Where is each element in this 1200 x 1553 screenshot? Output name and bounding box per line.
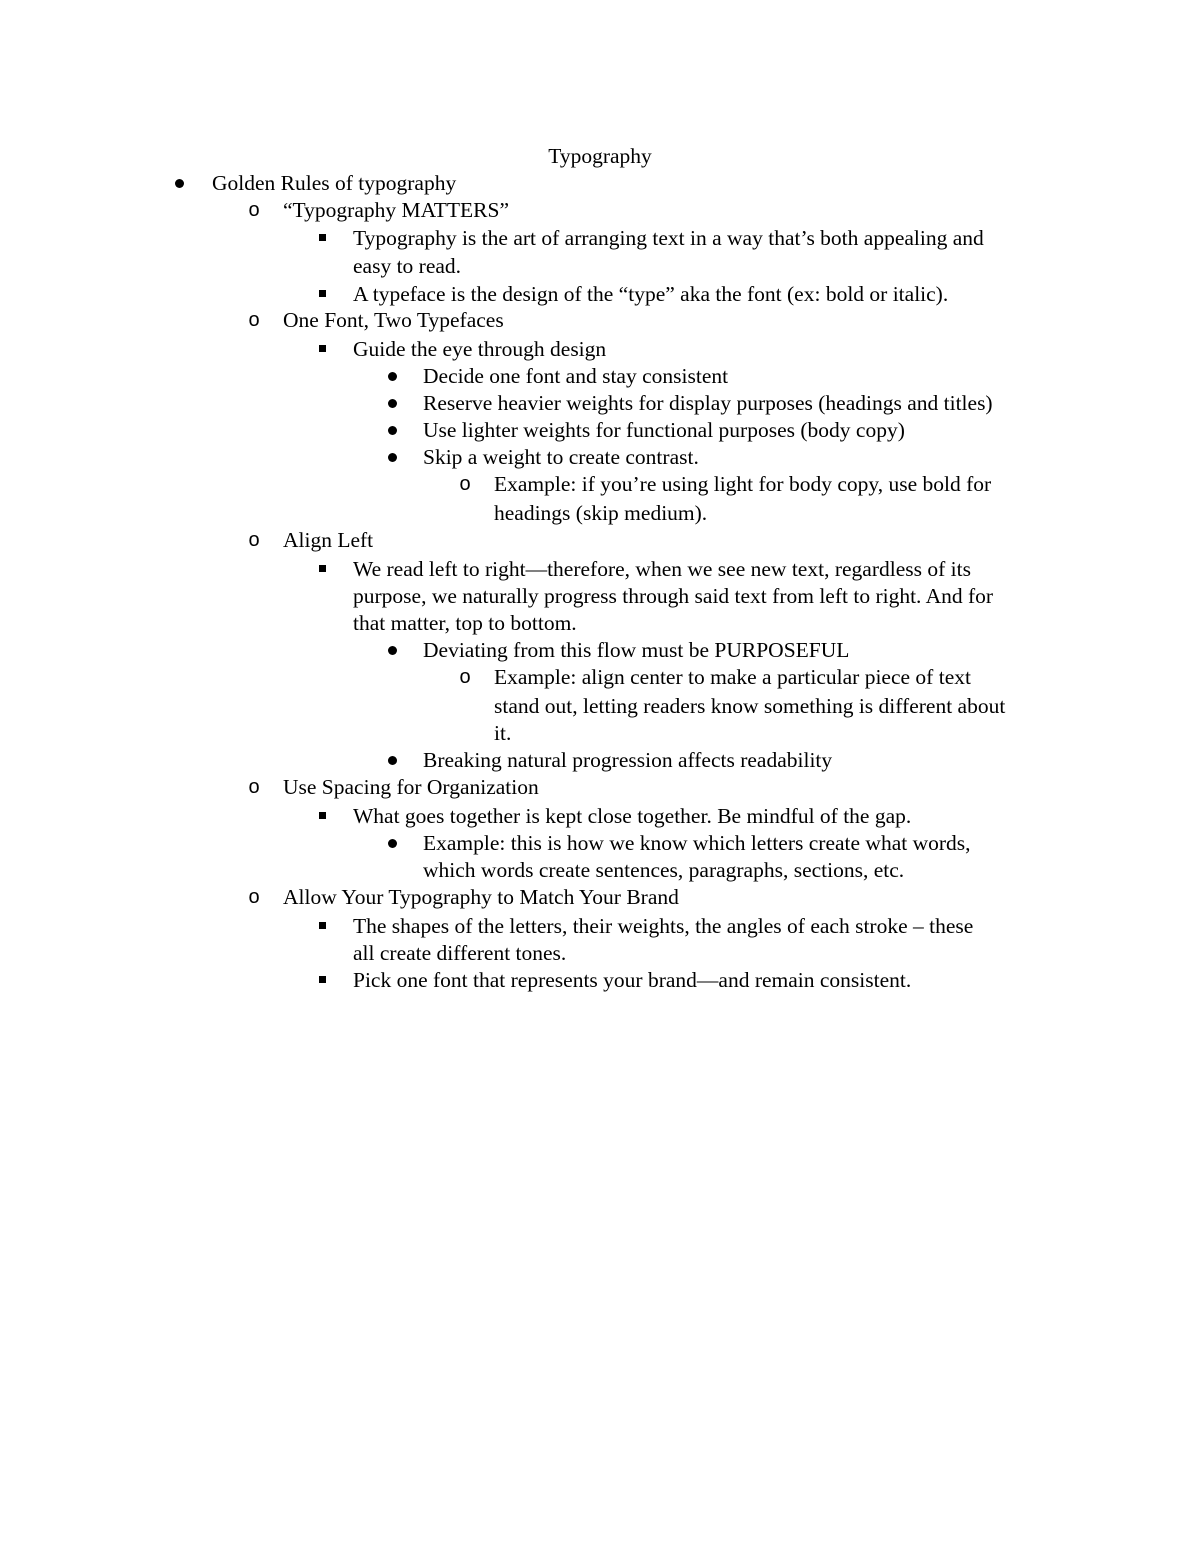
bullet-dot-icon [388,453,397,462]
circle-bullet-icon: o [248,886,260,908]
list-item-level4-continued: which words create sentences, paragraphs, sections, etc. [423,858,905,882]
circle-bullet-icon: o [248,776,260,798]
list-item-level4: Decide one font and stay consistent [423,364,729,388]
bullet-dot-icon [388,839,397,848]
list-item-level4: Skip a weight to create contrast. [423,445,699,469]
bullet-dot-icon [388,646,397,655]
square-bullet-icon [319,290,326,297]
list-item-level3-continued: that matter, top to bottom. [353,611,577,635]
square-bullet-icon [319,976,326,983]
list-item-level3: A typeface is the design of the “type” aka the font (ex: bold or italic). [353,282,949,306]
list-item-level3-continued: easy to read. [353,254,462,278]
list-item-level1: Golden Rules of typography [212,171,457,195]
list-item-level2: “Typography MATTERS” [283,198,510,222]
square-bullet-icon [319,345,326,352]
square-bullet-icon [319,565,326,572]
bullet-dot-icon [388,372,397,381]
list-item-level3: The shapes of the letters, their weights, the angles of each stroke – these [353,914,974,938]
circle-bullet-icon: o [459,666,471,688]
circle-bullet-icon: o [248,309,260,331]
list-item-level3: Guide the eye through design [353,337,607,361]
bullet-dot-icon [175,179,184,188]
list-item-level4: Example: this is how we know which letters create what words, [423,831,971,855]
circle-bullet-icon: o [459,473,471,495]
list-item-level3: We read left to right—therefore, when we see new text, regardless of its [353,557,971,581]
list-item-level3-continued: purpose, we naturally progress through said text from left to right. And for [353,584,994,608]
square-bullet-icon [319,922,326,929]
bullet-dot-icon [388,426,397,435]
list-item-level5: Example: if you’re using light for body copy, use bold for [494,472,992,496]
list-item-level4: Deviating from this flow must be PURPOSEFUL [423,638,850,662]
bullet-dot-icon [388,399,397,408]
circle-bullet-icon: o [248,529,260,551]
list-item-level3-continued: all create different tones. [353,941,567,965]
list-item-level3: Typography is the art of arranging text in a way that’s both appealing and [353,226,984,250]
list-item-level2: Align Left [283,528,374,552]
list-item-level3: What goes together is kept close together. Be mindful of the gap. [353,804,912,828]
bullet-dot-icon [388,756,397,765]
list-item-level5-continued: it. [494,721,512,745]
list-item-level5: Example: align center to make a particular piece of text [494,665,971,689]
list-item-level4: Reserve heavier weights for display purposes (headings and titles) [423,391,993,415]
list-item-level4: Use lighter weights for functional purposes (body copy) [423,418,905,442]
square-bullet-icon [319,812,326,819]
document-title: Typography [548,144,652,168]
list-item-level4: Breaking natural progression affects readability [423,748,833,772]
list-item-level5-continued: headings (skip medium). [494,501,708,525]
list-item-level5-continued: stand out, letting readers know something is different about [494,694,1006,718]
square-bullet-icon [319,234,326,241]
list-item-level2: Allow Your Typography to Match Your Brand [283,885,679,909]
list-item-level2: Use Spacing for Organization [283,775,539,799]
list-item-level2: One Font, Two Typefaces [283,308,504,332]
list-item-level3: Pick one font that represents your brand—and remain consistent. [353,968,912,992]
circle-bullet-icon: o [248,199,260,221]
